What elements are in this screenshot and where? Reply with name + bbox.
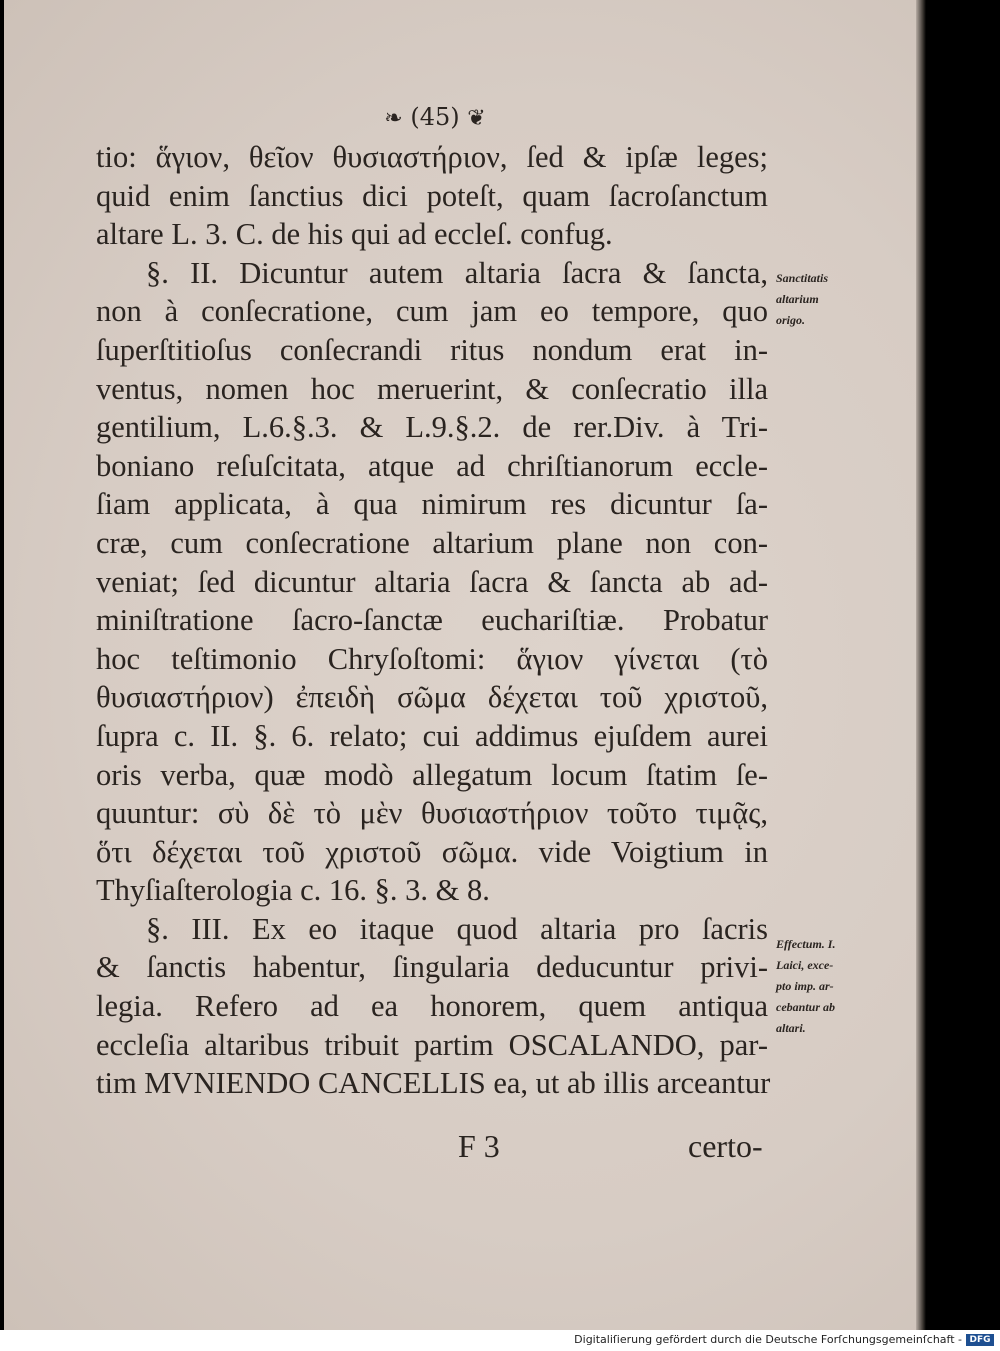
- left-ornament-icon: ❧: [384, 106, 403, 131]
- text-line: eccleſia altaribus tribuit partim OSCALANDO, par-: [96, 1027, 768, 1062]
- text-line: quid enim ſanctius dici poteſt, quam ſacroſanctum: [96, 178, 768, 213]
- dfg-logo-icon[interactable]: DFG: [966, 1334, 994, 1346]
- footer-credit: Digitaliſierung gefördert durch die Deutsche Forſchungsgemeinſchaft -: [574, 1333, 962, 1346]
- margin-note-line: altarium: [776, 292, 819, 306]
- margin-note-line: Effectum. I.: [776, 937, 836, 951]
- text-line: ventus, nomen hoc meruerint, & conſecratio illa: [96, 371, 768, 406]
- text-line: tio: ἅγιον, θεῖον θυσιαστήριον, ſed & ipſæ leges;: [96, 140, 768, 174]
- margin-note-line: Sanctitatis: [776, 271, 829, 285]
- text-line: ſuperſtitioſus conſecrandi ritus nondum erat in-: [96, 332, 768, 367]
- body-text: [96, 138, 771, 1103]
- text-line: boniano reſuſcitata, atque ad chriſtianorum eccle-: [96, 448, 768, 483]
- text-line: ſupra c. II. §. 6. relato; cui addimus ejuſdem aurei: [96, 718, 768, 753]
- text-line: miniſtratione ſacro-ſanctæ euchariſtiæ. Probatur: [96, 603, 768, 638]
- text-line: legia. Refero ad ea honorem, quem antiqua: [96, 989, 768, 1024]
- margin-note-effectum: [776, 934, 886, 1039]
- margin-note-line: origo.: [776, 313, 806, 327]
- text-line: & ſanctis habentur, ſingularia deducuntur privi-: [96, 950, 768, 985]
- margin-note-line: cebantur ab: [776, 1000, 836, 1014]
- text-line: §. III. Ex eo itaque quod altaria pro ſacris: [146, 911, 768, 946]
- signature-mark: F 3: [458, 1128, 500, 1164]
- text-line: quuntur: σὺ δὲ τὸ μὲν θυσιαστήριον τοῦτο τιμᾷς,: [96, 796, 768, 831]
- text-line: §. II. Dicuntur autem altaria ſacra & ſancta,: [146, 255, 768, 290]
- text-line: ſiam applicata, à qua nimirum res dicuntur ſa-: [96, 487, 768, 522]
- catchword: certo-: [688, 1128, 763, 1164]
- margin-note-line: altari.: [776, 1021, 806, 1035]
- text-line: tim MVNIENDO CANCELLIS ea, ut ab illis arceantur: [96, 1066, 771, 1101]
- text-line: ὅτι δέχεται τοῦ χριστοῦ σῶμα. vide Voigtium in: [96, 834, 768, 869]
- margin-note-line: Laici, exce-: [776, 958, 834, 972]
- margin-note-sanctitas: [776, 268, 886, 331]
- text-line: Thyſiaſterologia c. 16. §. 3. & 8.: [96, 873, 490, 908]
- text-line: cræ, cum conſecratione altarium plane non con-: [96, 525, 768, 560]
- page-number: (45): [410, 103, 460, 131]
- text-line: altare L. 3. C. de his qui ad eccleſ. confug.: [96, 217, 613, 252]
- text-line: oris verba, quæ modò allegatum locum ſtatim ſe-: [96, 757, 768, 792]
- margin-note-line: pto imp. ar-: [776, 979, 834, 993]
- text-line: hoc teſtimonio Chryſoſtomi: ἅγιον γίνεται (τὸ: [96, 641, 768, 676]
- text-line: gentilium, L.6.§.3. & L.9.§.2. de rer.Div. à Tri-: [96, 410, 768, 445]
- right-ornament-icon: ❦: [467, 106, 486, 131]
- text-line: veniat; ſed dicuntur altaria ſacra & ſancta ab ad-: [96, 564, 768, 599]
- page-header: [340, 103, 530, 131]
- text-line: θυσιαστήριον) ἐπειδὴ σῶμα δέχεται τοῦ χριστοῦ,: [96, 680, 768, 715]
- text-line: non à conſecratione, cum jam eo tempore, quo: [96, 294, 768, 329]
- page-edge-shadow: [916, 0, 926, 1330]
